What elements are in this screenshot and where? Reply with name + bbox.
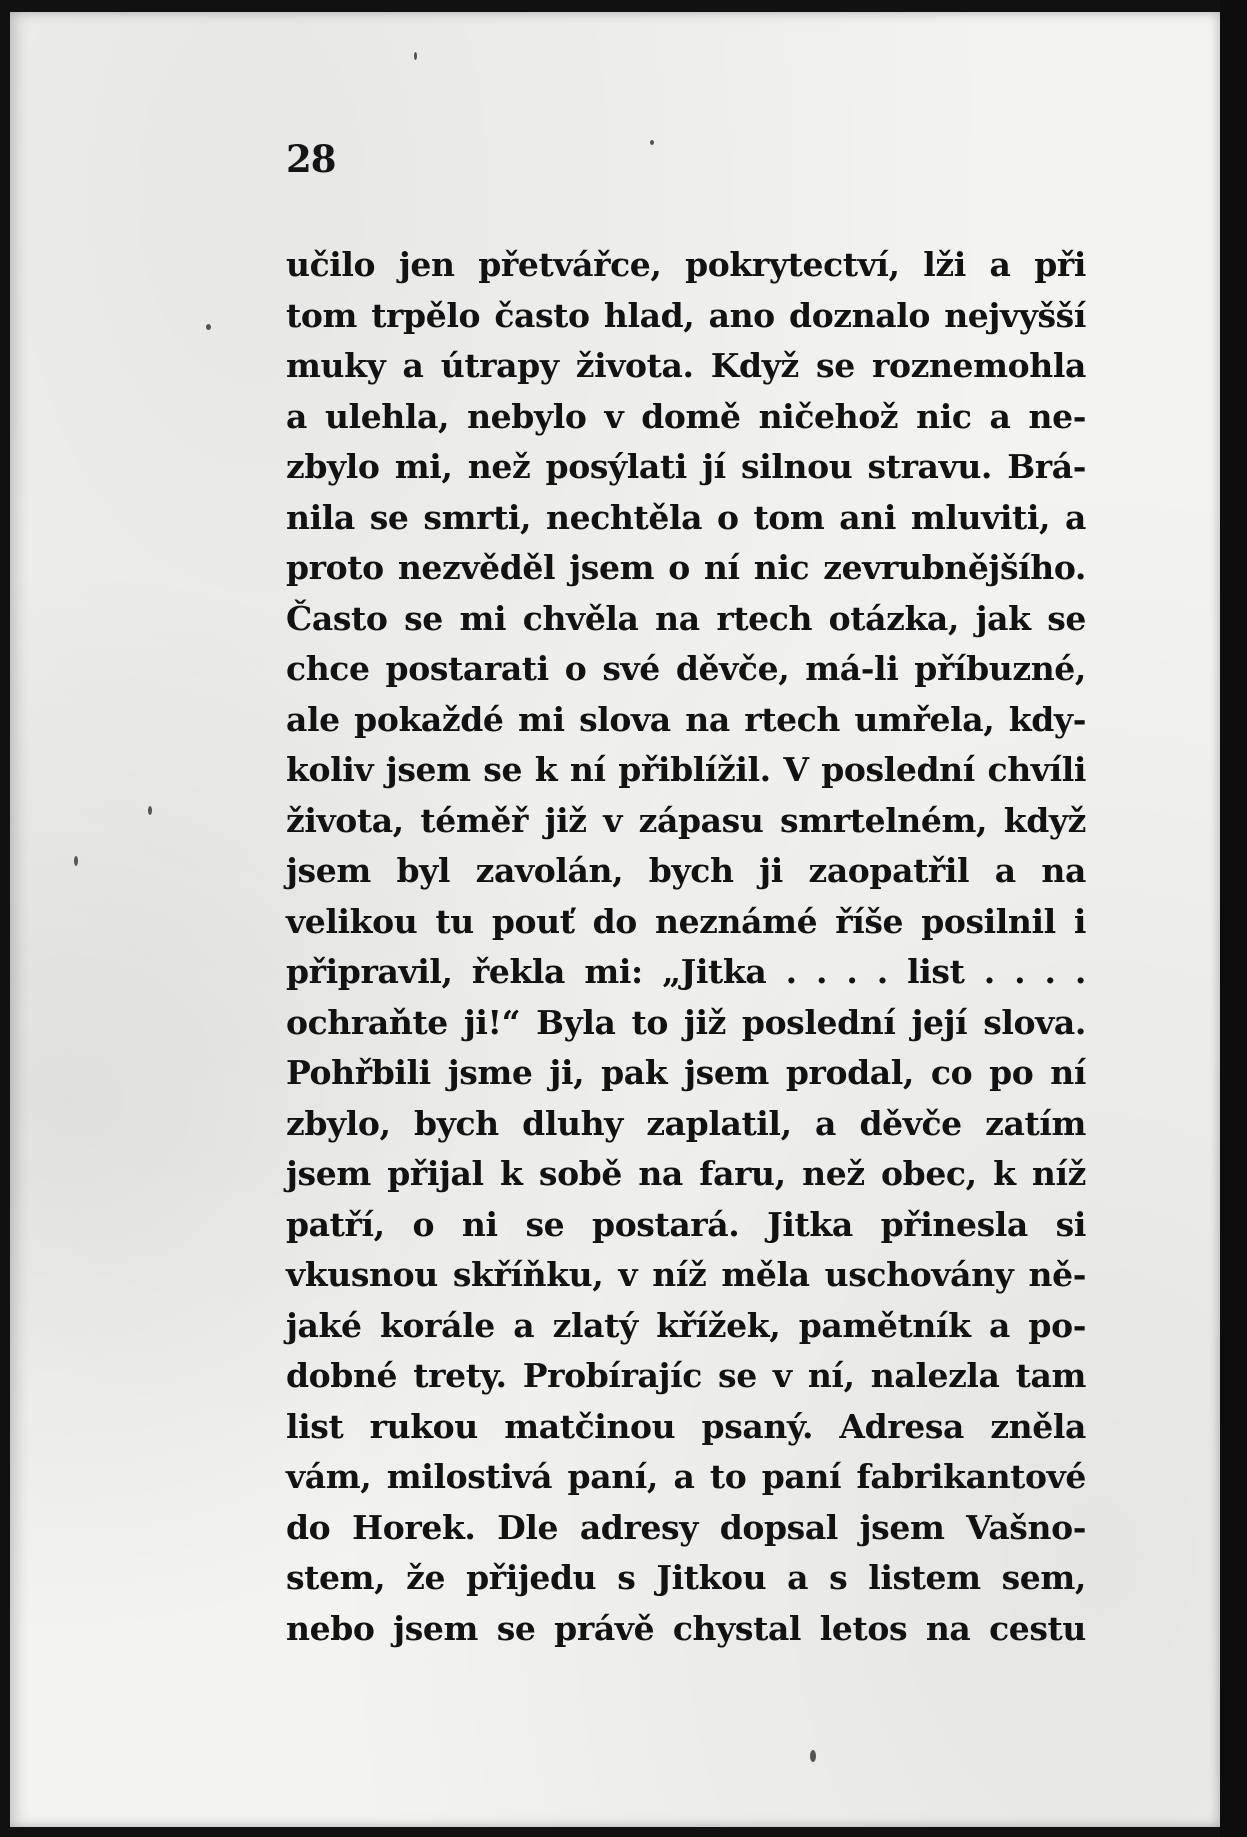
text-line: patří, o ni se postará. Jitka přinesla si (286, 1204, 1086, 1244)
print-speck (414, 52, 417, 60)
text-line: muky a útrapy života. Když se roznemohla (286, 346, 1086, 385)
text-line: list rukou matčinou psaný. Adresa zněla (286, 1406, 1086, 1446)
text-line: zbylo mi, než posýlati jí silnou stravu. Brá- (286, 447, 1086, 486)
text-line: tom trpělo často hlad, ano doznalo nejvyšší (286, 295, 1086, 335)
text-line: ochraňte ji!“ Byla to již poslední její slova. (286, 1002, 1086, 1042)
print-speck (650, 140, 654, 145)
text-line: do Horek. Dle adresy dopsal jsem Vašno- (286, 1507, 1086, 1547)
text-line: velikou tu pouť do neznámé říše posilnil i (286, 901, 1086, 941)
text-line: stem, že přijedu s Jitkou a s listem sem, (286, 1558, 1086, 1597)
text-line: zbylo, bych dluhy zaplatil, a děvče zatím (286, 1103, 1086, 1143)
text-line: proto nezvěděl jsem o ní nic zevrubnějšího. (286, 548, 1086, 587)
scan-edge (1220, 0, 1247, 1837)
text-line: koliv jsem se k ní přiblížil. V poslední chvíli (286, 750, 1086, 789)
text-line: nebo jsem se právě chystal letos na cestu (286, 1608, 1086, 1648)
print-speck (810, 1750, 816, 1762)
text-line: vkusnou skříňku, v níž měla uschovány ně- (286, 1255, 1086, 1294)
text-line: nila se smrti, nechtěla o tom ani mluviti, a (286, 497, 1086, 537)
text-line: připravil, řekla mi: „Jitka . . . . list . . . . (286, 952, 1086, 991)
text-line: jsem byl zavolán, bych ji zaopatřil a na (286, 851, 1086, 890)
print-speck (74, 856, 78, 866)
text-line: Často se mi chvěla na rtech otázka, jak se (286, 598, 1086, 638)
text-line: života, téměř již v zápasu smrtelném, když (286, 800, 1086, 840)
text-line: chce postarati o své děvče, má-li příbuzné, (286, 649, 1086, 688)
text-line: ale pokaždé mi slova na rtech umřela, kdy- (286, 699, 1086, 739)
print-speck (148, 806, 152, 815)
page-number: 28 (286, 137, 336, 181)
body-text (286, 240, 1086, 1654)
text-line: a ulehla, nebylo v domě ničehož nic a ne- (286, 396, 1086, 436)
text-line: jaké korále a zlatý křížek, pamětník a po- (286, 1305, 1086, 1345)
text-line: učilo jen přetvářce, pokrytectví, lži a při (286, 245, 1086, 284)
print-speck (206, 324, 211, 330)
text-line: vám, milostivá paní, a to paní fabrikantové (286, 1457, 1086, 1496)
text-line: Pohřbili jsme ji, pak jsem prodal, co po ní (286, 1053, 1086, 1092)
text-line: jsem přijal k sobě na faru, než obec, k níž (286, 1154, 1086, 1193)
text-line: dobné trety. Probírajíc se v ní, nalezla tam (286, 1356, 1086, 1395)
